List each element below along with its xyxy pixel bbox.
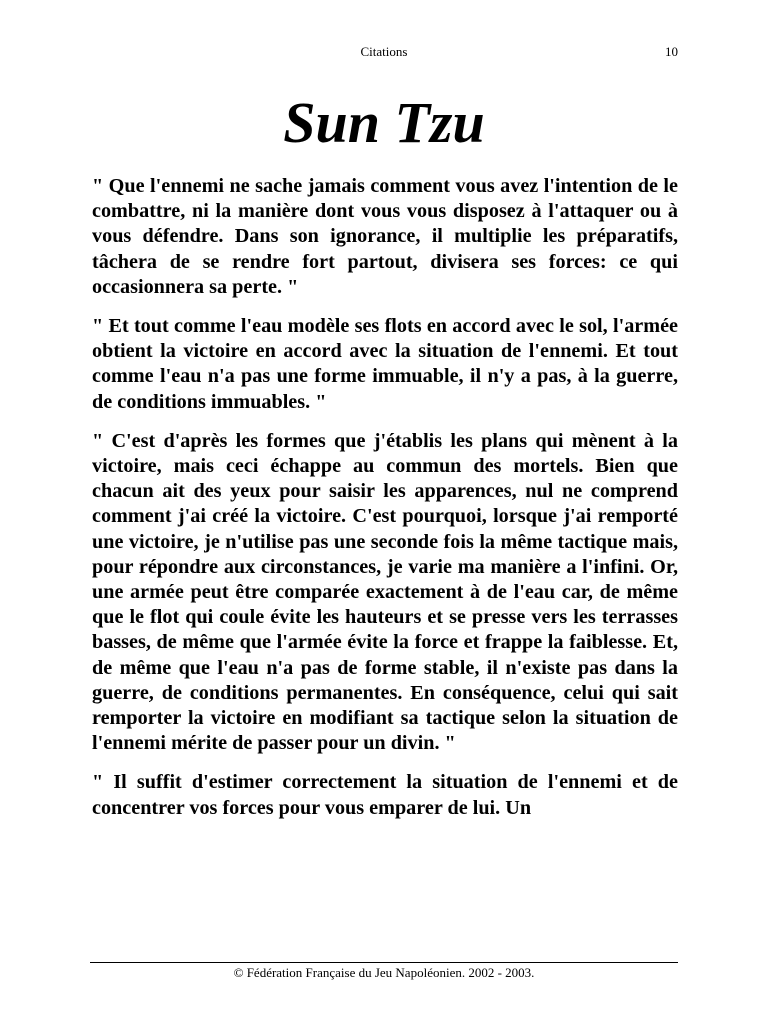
page-number: 10 bbox=[665, 44, 678, 59]
quote-paragraph: " Et tout comme l'eau modèle ses flots en accord avec le sol, l'armée obtient la victoire en accord avec la situation de l'ennemi. Et tout comme l'eau n'a pas une forme immuable, il n'y a pas, à la guerre, de conditions immuables. " bbox=[92, 315, 678, 413]
page-title: Sun Tzu bbox=[283, 90, 485, 155]
quote-paragraph: " Que l'ennemi ne sache jamais comment vous avez l'intention de le combattre, ni la manière dont vous vous disposez à l'attaquer ou à vous défendre. Dans son ignorance, il multiplie les préparatifs, tâchera de se rendre fort partout, divisera ses forces: ce qui occasionnera sa perte. " bbox=[92, 175, 678, 298]
quotes-body bbox=[92, 174, 678, 835]
quote-paragraph: " C'est d'après les formes que j'établis les plans qui mènent à la victoire, mais ceci échappe au commun des mortels. Bien que chacun ait des yeux pour saisir les apparences, nul ne comprend comment j'ai créé la victoire. C'est pourquoi, lorsque j'ai remporté une victoire, je n'utilise pas une seconde fois la même tactique mais, pour répondre aux circonstances, je varie ma manière a l'infini. Or, une armée peut être comparée exactement à de l'eau car, de même que le flot qui coule évite les hauteurs et se presse vers les terrasses basses, de même que l'armée évite la force et frappe la faiblesse. Et, de même que l'eau n'a pas de forme stable, il n'existe pas dans la guerre, de conditions permanentes. En conséquence, celui qui sait remporter la victoire en modifiant sa tactique selon la situation de l'ennemi mérite de passer pour un divin. " bbox=[92, 429, 678, 755]
quote-paragraph: " Il suffit d'estimer correctement la situation de l'ennemi et de concentrer vos forces pour vous emparer de lui. Un bbox=[92, 771, 678, 819]
footer-divider bbox=[90, 962, 678, 963]
running-header-title: Citations bbox=[360, 44, 408, 59]
footer-copyright: © Fédération Française du Jeu Napoléonien. 2002 - 2003. bbox=[233, 965, 535, 980]
